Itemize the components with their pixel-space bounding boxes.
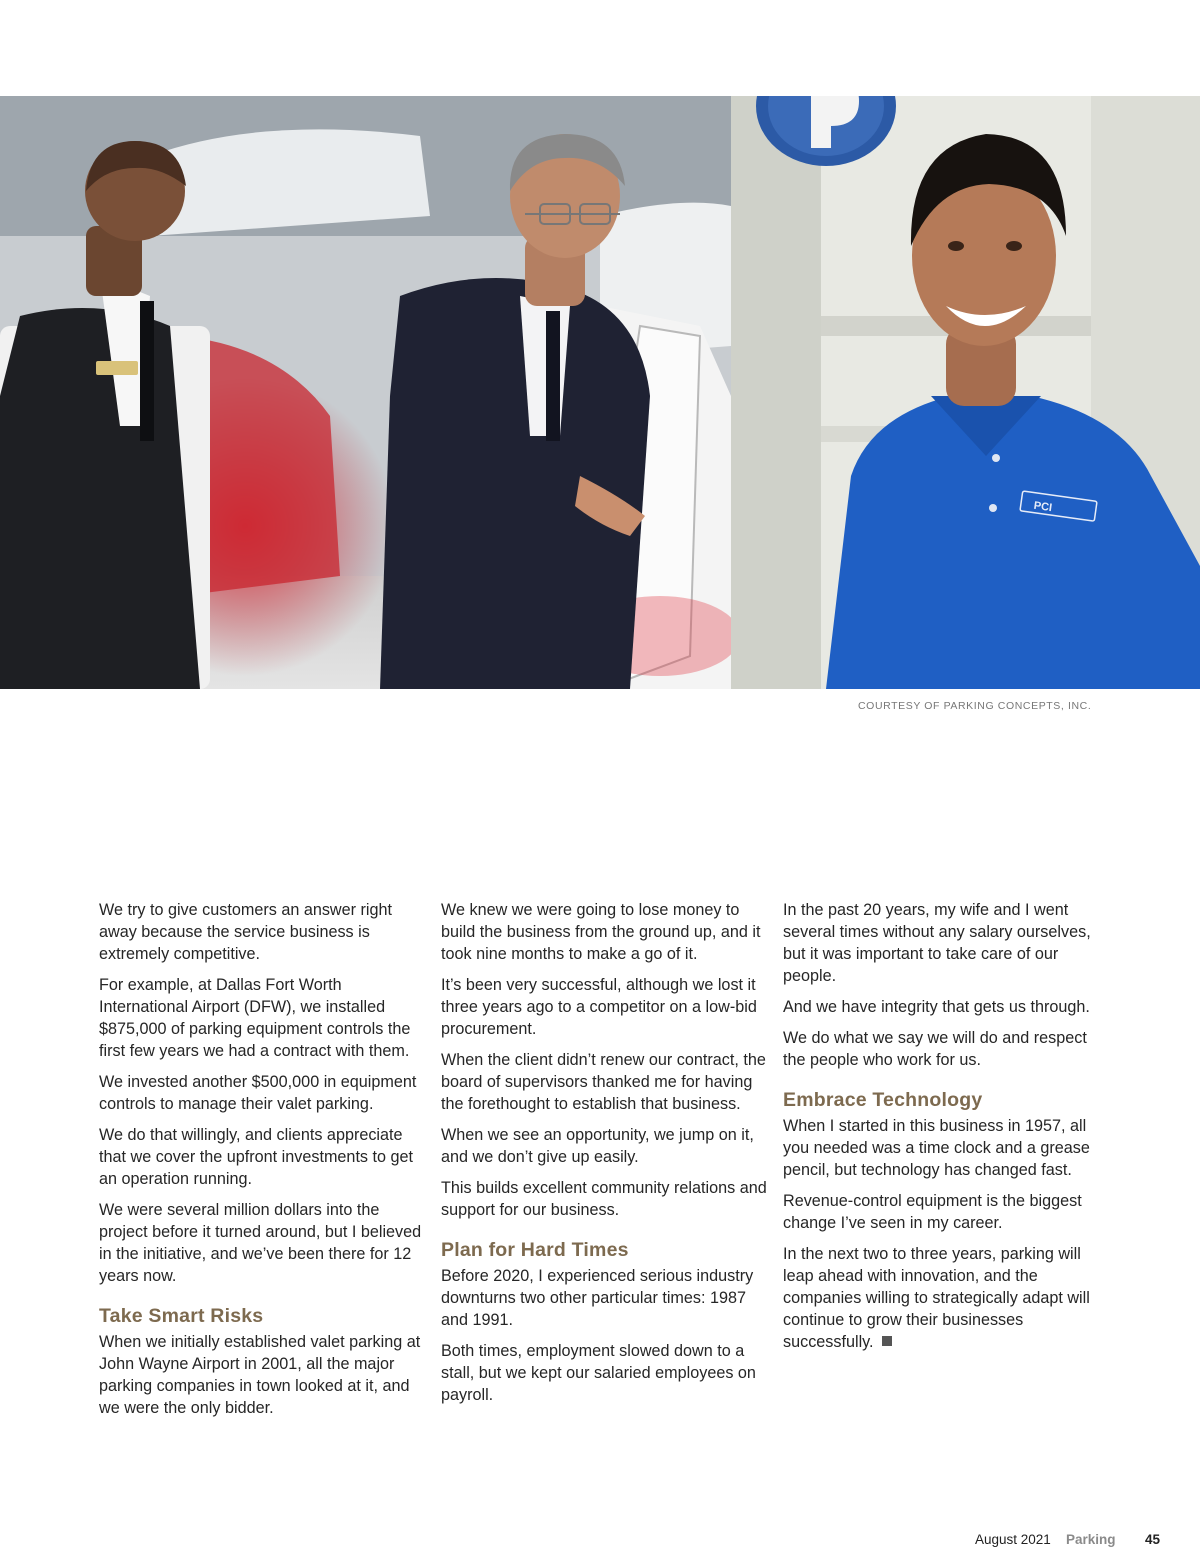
section-heading-embrace-technology: Embrace Technology bbox=[783, 1089, 983, 1111]
end-of-article-square-icon bbox=[882, 1336, 892, 1346]
photo-band bbox=[0, 96, 1200, 689]
paragraph: We invested another $500,000 in equipment controls to manage their valet parking. bbox=[99, 1073, 417, 1113]
paragraph: When the client didn’t renew our contract, the board of supervisors thanked me for having the forethought to establish that business. bbox=[441, 1051, 766, 1113]
paragraph: When we see an opportunity, we jump on it, and we don’t give up easily. bbox=[441, 1126, 754, 1166]
page-number: 45 bbox=[1145, 1532, 1161, 1547]
article-column-3 bbox=[783, 899, 1113, 1362]
article-column-2 bbox=[441, 899, 771, 1415]
paragraph: When we initially established valet parking at John Wayne Airport in 2001, all the major parking companies in town looked at it, and we were the only bidder. bbox=[99, 1333, 421, 1417]
paragraph: Revenue-control equipment is the biggest change I’ve seen in my career. bbox=[783, 1192, 1082, 1232]
article-column-1 bbox=[99, 899, 429, 1428]
paragraph: We do that willingly, and clients appreciate that we cover the upfront investments to get an operation running. bbox=[99, 1126, 414, 1188]
paragraph: In the past 20 years, my wife and I went several times without any salary ourselves, but it was important to take care of our people. bbox=[783, 901, 1091, 985]
svg-text:PCI: PCI bbox=[1032, 499, 1053, 515]
paragraph: Before 2020, I experienced serious industry downturns two other particular times: 1987 and 1991. bbox=[441, 1267, 754, 1329]
paragraph: We try to give customers an answer right away because the service business is extremely competitive. bbox=[99, 901, 392, 963]
portrait-illustration bbox=[731, 96, 1200, 689]
paragraph: Both times, employment slowed down to a stall, but we kept our salaried employees on payroll. bbox=[441, 1342, 756, 1404]
paragraph: We were several million dollars into the project before it turned around, but I believed in the initiative, and we’ve been there for 12 years now. bbox=[99, 1201, 422, 1285]
valet-photo-illustration bbox=[0, 96, 731, 689]
portrait-photo bbox=[731, 96, 1200, 689]
section-heading-take-smart-risks: Take Smart Risks bbox=[99, 1305, 264, 1327]
magazine-name: Parking bbox=[1066, 1532, 1116, 1547]
paragraph: When I started in this business in 1957, all you needed was a time clock and a grease pencil, but technology has changed fast. bbox=[783, 1117, 1090, 1179]
paragraph: We knew we were going to lose money to build the business from the ground up, and it took nine months to make a go of it. bbox=[441, 901, 761, 963]
issue-date: August 2021 bbox=[975, 1532, 1051, 1547]
photo-credit: COURTESY OF PARKING CONCEPTS, INC. bbox=[858, 700, 1092, 712]
paragraph: For example, at Dallas Fort Worth International Airport (DFW), we installed $875,000 of parking equipment controls the first few years we had a contract with them. bbox=[99, 976, 411, 1060]
paragraph: We do what we say we will do and respect the people who work for us. bbox=[783, 1029, 1087, 1069]
paragraph: It’s been very successful, although we lost it three years ago to a competitor on a low-bid procurement. bbox=[441, 976, 757, 1038]
paragraph-final bbox=[783, 1243, 1113, 1353]
paragraph: And we have integrity that gets us through. bbox=[783, 998, 1090, 1016]
paragraph-text: In the next two to three years, parking will leap ahead with innovation, and the companies willing to strategically adapt will continue to grow their businesses successfully. bbox=[783, 1245, 1090, 1351]
paragraph: This builds excellent community relations and support for our business. bbox=[441, 1179, 767, 1219]
valet-attendants-photo bbox=[0, 96, 731, 689]
section-heading-plan-for-hard-times: Plan for Hard Times bbox=[441, 1239, 629, 1261]
page-footer bbox=[0, 1532, 1200, 1552]
